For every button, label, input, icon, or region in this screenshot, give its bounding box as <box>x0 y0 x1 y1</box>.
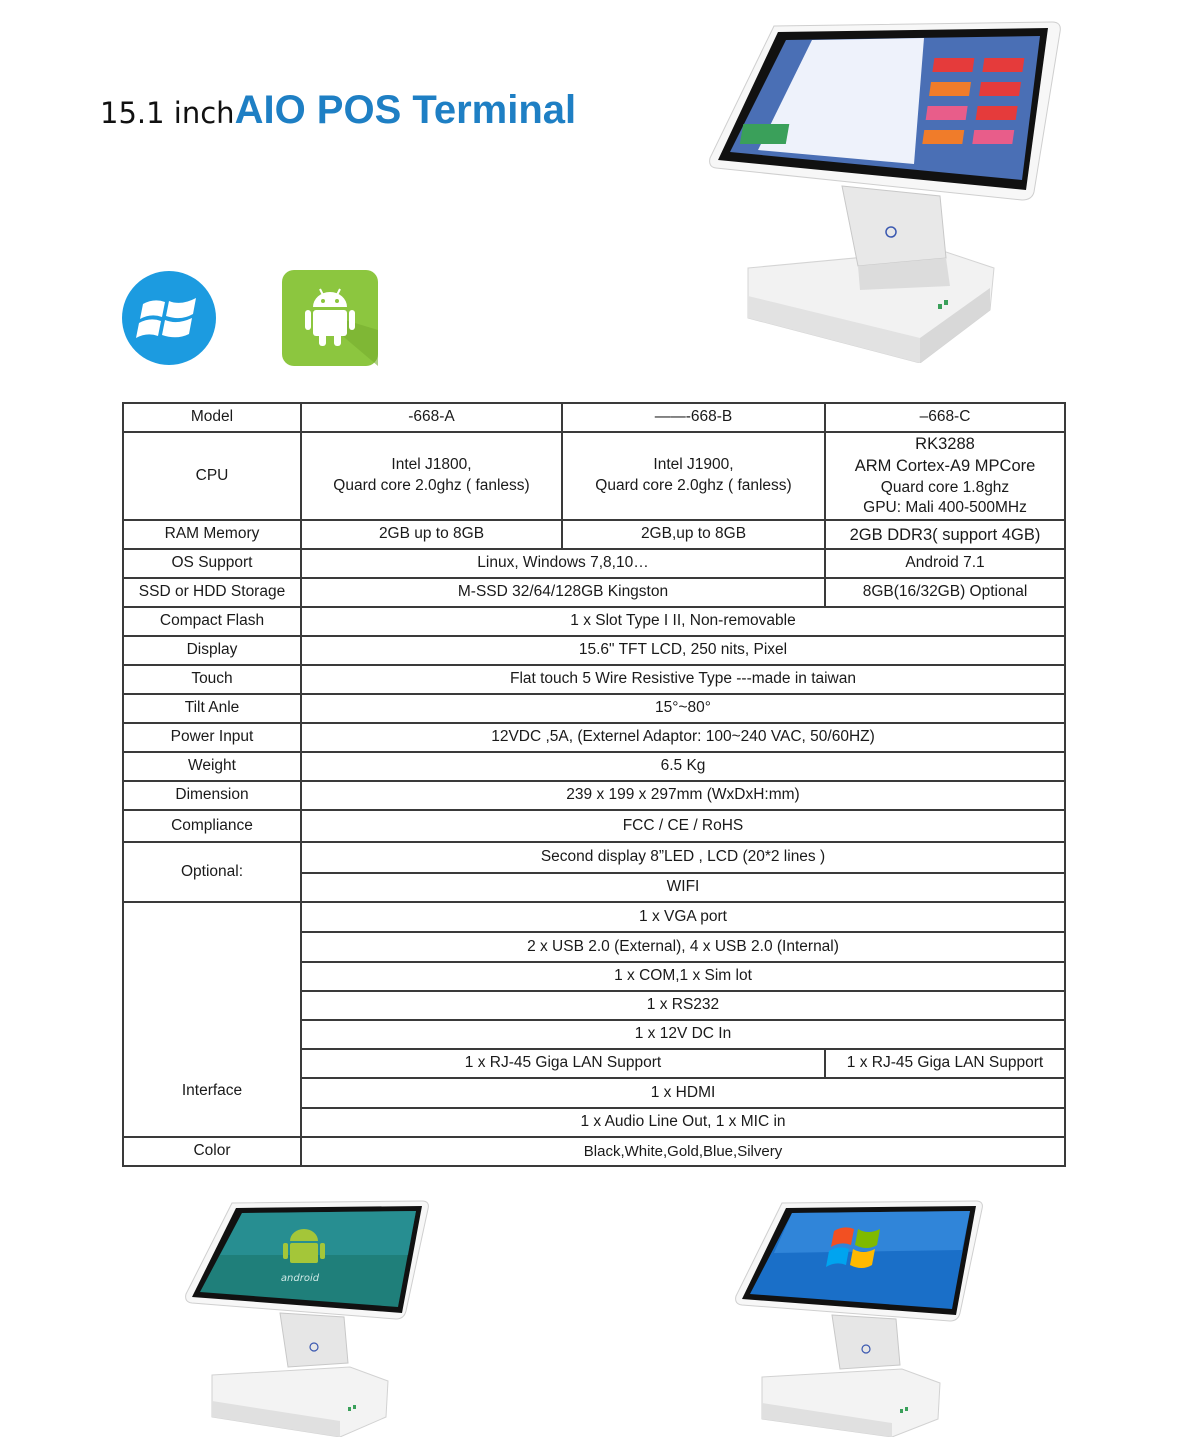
cell-os-ab: Linux, Windows 7,8,10… <box>301 549 825 578</box>
cell-cpu-b <box>562 432 825 520</box>
cell-value: Black,White,Gold,Blue,Silvery <box>301 1137 1065 1166</box>
cell-label: CPU <box>123 432 301 520</box>
cell-value: Second display 8”LED , LCD (20*2 lines ) <box>301 842 1065 873</box>
cell-label: OS Support <box>123 549 301 578</box>
cell-label: Optional: <box>123 842 301 902</box>
spec-table <box>122 402 1066 1167</box>
android-logo-icon <box>282 270 378 366</box>
title-main: AIO POS Terminal <box>234 88 577 132</box>
cell-value: 15.6" TFT LCD, 250 nits, Pixel <box>301 636 1065 665</box>
cell-label: Model <box>123 403 301 432</box>
cell-label: Tilt Anle <box>123 694 301 723</box>
cell-value: 12VDC ,5A, (Externel Adaptor: 100~240 VAC, 50/60HZ) <box>301 723 1065 752</box>
cpu-c-line: RK3288 <box>915 435 975 453</box>
cell-storage-ab: M-SSD 32/64/128GB Kingston <box>301 578 825 607</box>
android-terminal-image <box>180 1195 435 1437</box>
windows-terminal-image <box>730 1195 990 1437</box>
cell-value: WIFI <box>301 873 1065 902</box>
row-storage <box>123 578 1065 607</box>
cell-label: Display <box>123 636 301 665</box>
cpu-c-line: Quard core 1.8ghz <box>880 478 1010 496</box>
cell-value: 1 x Slot Type I II, Non-removable <box>301 607 1065 636</box>
cell-label: Weight <box>123 752 301 781</box>
cell-label: Touch <box>123 665 301 694</box>
cell-ram-c: 2GB DDR3( support 4GB) <box>825 520 1065 549</box>
cell-model-c: –668-C <box>825 403 1065 432</box>
cell-value: 1 x RS232 <box>301 991 1065 1020</box>
cell-label: Dimension <box>123 781 301 810</box>
windows-logo-icon <box>121 270 217 366</box>
cell-value: FCC / CE / RoHS <box>301 810 1065 842</box>
page-title <box>100 88 576 133</box>
cell-ram-b: 2GB,up to 8GB <box>562 520 825 549</box>
cell-value: 6.5 Kg <box>301 752 1065 781</box>
cell-label: SSD or HDD Storage <box>123 578 301 607</box>
cell-model-a: -668-A <box>301 403 562 432</box>
row-cpu <box>123 432 1065 520</box>
row-os <box>123 549 1065 578</box>
cell-value: Flat touch 5 Wire Resistive Type ---made in taiwan <box>301 665 1065 694</box>
cell-os-c: Android 7.1 <box>825 549 1065 578</box>
cell-value: 1 x Audio Line Out, 1 x MIC in <box>301 1108 1065 1137</box>
cpu-a-line: Intel J1800, <box>391 456 472 474</box>
cell-label: RAM Memory <box>123 520 301 549</box>
row-power <box>123 723 1065 752</box>
android-screen-text: android <box>280 1273 320 1284</box>
row-model <box>123 403 1065 432</box>
cell-ram-a: 2GB up to 8GB <box>301 520 562 549</box>
cell-storage-c: 8GB(16/32GB) Optional <box>825 578 1065 607</box>
row-tilt <box>123 694 1065 723</box>
cell-value: 1 x HDMI <box>301 1078 1065 1108</box>
row-touch <box>123 665 1065 694</box>
cell-lan-c: 1 x RJ-45 Giga LAN Support <box>825 1049 1065 1078</box>
cpu-a-line: Quard core 2.0ghz ( fanless) <box>333 477 530 495</box>
cell-value: 239 x 199 x 297mm (WxDxH:mm) <box>301 781 1065 810</box>
cell-value: 1 x COM,1 x Sim lot <box>301 962 1065 991</box>
row-optional <box>123 842 1065 873</box>
cell-value: 1 x VGA port <box>301 902 1065 932</box>
cell-label: Interface <box>123 902 301 1137</box>
row-dimension <box>123 781 1065 810</box>
cell-cpu-c <box>825 432 1065 520</box>
cpu-c-line: ARM Cortex-A9 MPCore <box>854 457 1036 476</box>
row-ram <box>123 520 1065 549</box>
title-size: 15.1 inch <box>100 96 235 130</box>
cpu-c-line: GPU: Mali 400-500MHz <box>863 499 1027 517</box>
cell-value: 15°~80° <box>301 694 1065 723</box>
row-display <box>123 636 1065 665</box>
cell-lan-ab: 1 x RJ-45 Giga LAN Support <box>301 1049 825 1078</box>
cell-label: Power Input <box>123 723 301 752</box>
row-interface <box>123 902 1065 932</box>
row-compliance <box>123 810 1065 842</box>
cell-model-b: ——-668-B <box>562 403 825 432</box>
cell-value: 2 x USB 2.0 (External), 4 x USB 2.0 (Internal) <box>301 932 1065 962</box>
cell-label: Compliance <box>123 810 301 842</box>
cpu-b-line: Intel J1900, <box>653 456 734 474</box>
pos-terminal-image <box>700 18 1070 363</box>
cell-cpu-a <box>301 432 562 520</box>
row-compact-flash <box>123 607 1065 636</box>
row-weight <box>123 752 1065 781</box>
row-color <box>123 1137 1065 1166</box>
cell-label: Compact Flash <box>123 607 301 636</box>
cpu-b-line: Quard core 2.0ghz ( fanless) <box>595 477 792 495</box>
cell-label: Color <box>123 1137 301 1166</box>
cell-value: 1 x 12V DC In <box>301 1020 1065 1049</box>
